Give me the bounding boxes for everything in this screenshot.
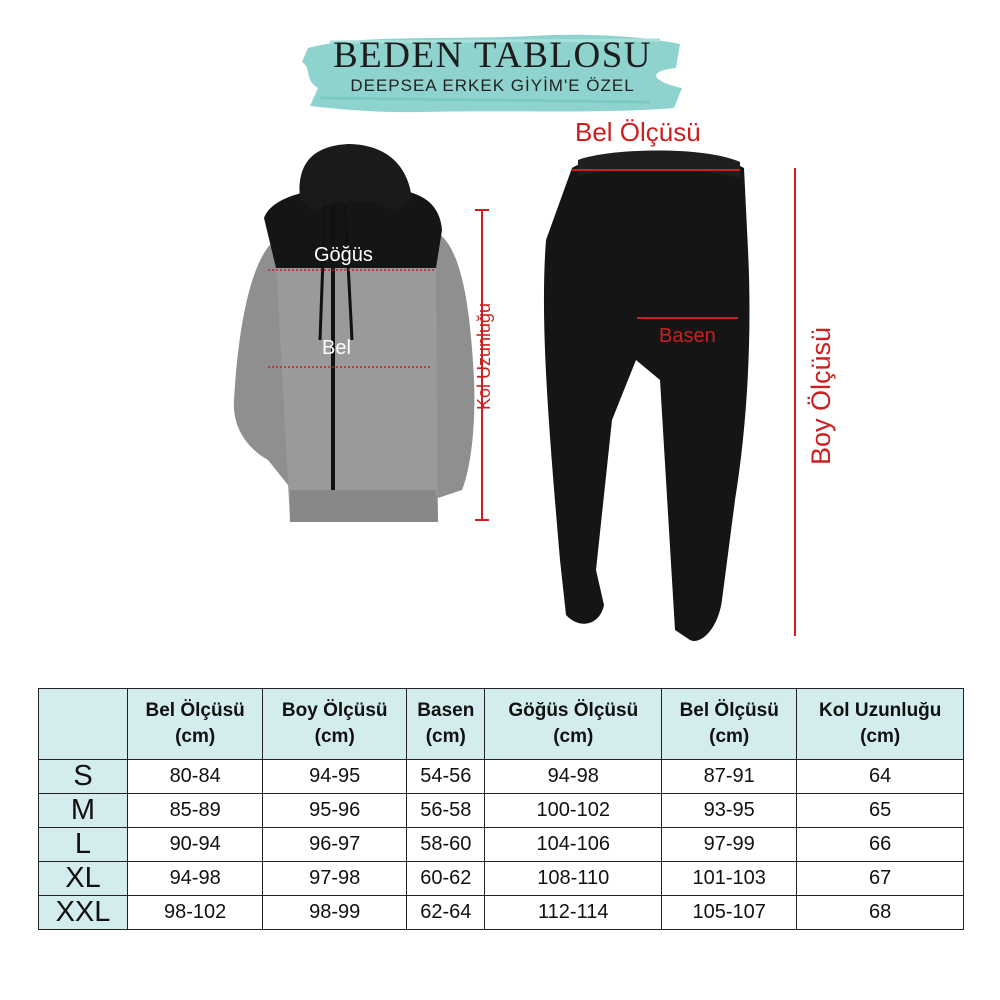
table-cell: 68 — [797, 896, 964, 930]
table-cell: 94-95 — [263, 760, 407, 794]
table-cell: 66 — [797, 828, 964, 862]
waist-label: Bel — [322, 337, 351, 359]
table-cell: 65 — [797, 794, 964, 828]
hip-label: Basen — [659, 325, 716, 347]
table-row — [39, 794, 964, 828]
table-cell: 94-98 — [485, 760, 662, 794]
header-cell: Basen (cm) — [407, 689, 485, 760]
chart-title: BEDEN TABLOSU — [332, 35, 653, 76]
table-cell: 104-106 — [485, 828, 662, 862]
header-cell: Boy Ölçüsü (cm) — [263, 689, 407, 760]
size-cell: M — [39, 794, 128, 828]
length-label: Boy Ölçüsü — [806, 326, 836, 465]
table-cell: 85-89 — [128, 794, 263, 828]
table-cell: 87-91 — [662, 760, 797, 794]
header-cell: Bel Ölçüsü (cm) — [128, 689, 263, 760]
chest-label: Göğüs — [314, 244, 373, 266]
table-cell: 94-98 — [128, 862, 263, 896]
jacket-image — [234, 144, 475, 522]
pants-waist-label: Bel Ölçüsü — [575, 117, 701, 147]
table-cell: 60-62 — [407, 862, 485, 896]
table-cell: 108-110 — [485, 862, 662, 896]
size-cell: S — [39, 760, 128, 794]
table-row — [39, 760, 964, 794]
table-cell: 97-98 — [263, 862, 407, 896]
table-cell: 96-97 — [263, 828, 407, 862]
table-cell: 98-102 — [128, 896, 263, 930]
table-cell: 93-95 — [662, 794, 797, 828]
table-row — [39, 896, 964, 930]
table-cell: 98-99 — [263, 896, 407, 930]
table-cell: 64 — [797, 760, 964, 794]
table-cell: 97-99 — [662, 828, 797, 862]
chart-subtitle: DEEPSEA ERKEK GİYİM'E ÖZEL — [350, 76, 635, 95]
table-cell: 105-107 — [662, 896, 797, 930]
table-cell: 100-102 — [485, 794, 662, 828]
header-cell: Bel Ölçüsü (cm) — [662, 689, 797, 760]
table-cell: 67 — [797, 862, 964, 896]
table-row — [39, 828, 964, 862]
table-cell: 95-96 — [263, 794, 407, 828]
table-header-row — [39, 689, 964, 760]
size-table — [38, 688, 964, 930]
table-row — [39, 862, 964, 896]
table-corner-cell — [39, 689, 128, 760]
sleeve-length-label: Kol Uzunluğu — [474, 302, 494, 410]
table-cell: 56-58 — [407, 794, 485, 828]
size-cell: L — [39, 828, 128, 862]
table-cell: 54-56 — [407, 760, 485, 794]
table-cell: 112-114 — [485, 896, 662, 930]
header-cell: Göğüs Ölçüsü (cm) — [485, 689, 662, 760]
header-cell: Kol Uzunluğu (cm) — [797, 689, 964, 760]
size-cell: XXL — [39, 896, 128, 930]
pants-image — [544, 151, 750, 641]
size-cell: XL — [39, 862, 128, 896]
table-cell: 58-60 — [407, 828, 485, 862]
table-cell: 80-84 — [128, 760, 263, 794]
table-cell: 101-103 — [662, 862, 797, 896]
table-cell: 90-94 — [128, 828, 263, 862]
table-cell: 62-64 — [407, 896, 485, 930]
